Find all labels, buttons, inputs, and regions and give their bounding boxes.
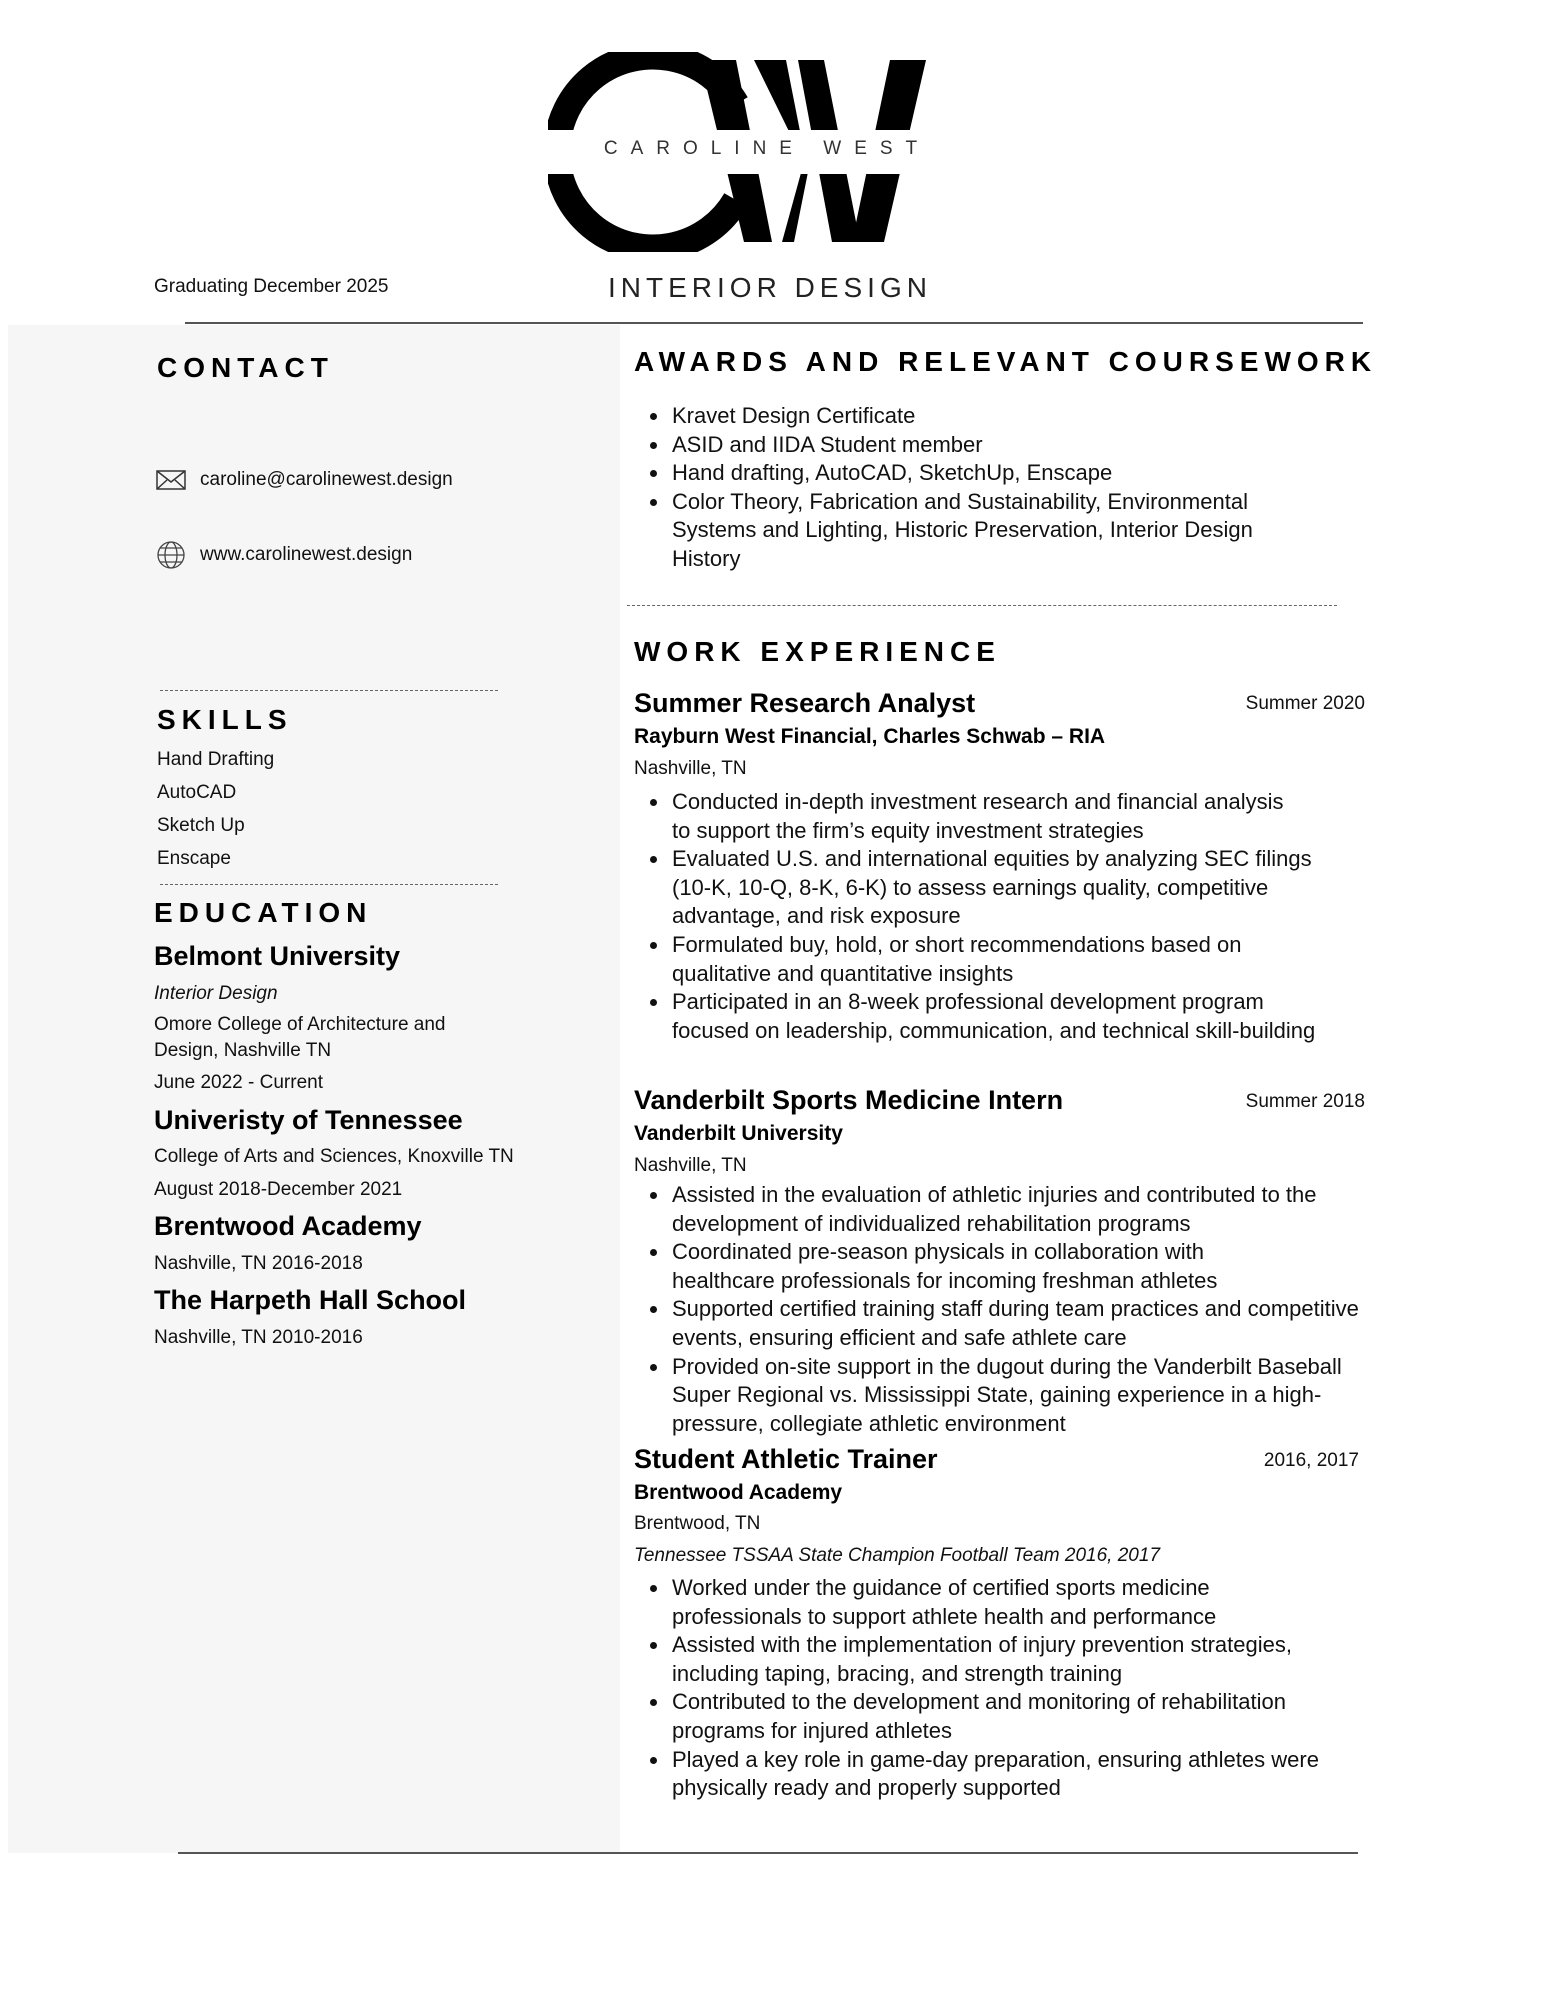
skill-item: AutoCAD [157,782,237,803]
job-date: Summer 2020 [1245,693,1365,714]
school-name: Belmont University [154,941,401,971]
school-name: The Harpeth Hall School [154,1285,467,1315]
list-item: • ASID and IIDA Student member [670,431,1364,460]
job-location: Brentwood, TN [634,1513,761,1534]
list-item: • Supported certified training staff during team practices and competitive events, ensuring efficient and safe athlete care [670,1295,1364,1352]
job-organization: Brentwood Academy [634,1481,843,1504]
divider [160,690,498,691]
school-detail: Nashville, TN 2016-2018 [154,1253,363,1274]
school-name: Univeristy of Tennessee [154,1105,463,1135]
contact-heading: CONTACT [157,352,334,383]
list-item: • Hand drafting, AutoCAD, SketchUp, Enscape [670,459,1364,488]
list-item: • Worked under the guidance of certified sports medicine professionals to support athlete health and performance [670,1574,1374,1631]
graduation-date: Graduating December 2025 [154,276,389,297]
list-item: • Coordinated pre-season physicals in collaboration with healthcare professionals for incoming freshman athletes [670,1238,1364,1295]
list-item: • Color Theory, Fabrication and Sustainability, Environmental Systems and Lighting, Historic Preservation, Interior Design History [670,488,1364,574]
school-program: Interior Design [154,983,278,1004]
contact-website[interactable]: www.carolinewest.design [200,544,413,565]
header-rule [185,322,1363,324]
job-title: Student Athletic Trainer [634,1444,938,1474]
list-item: • Evaluated U.S. and international equities by analyzing SEC filings (10-K, 10-Q, 8-K, 6-K) to assess earnings quality, competitive advantage, and risk exposure [670,845,1346,931]
job-date: 2016, 2017 [1263,1450,1359,1471]
job-location: Nashville, TN [634,1155,747,1176]
school-detail: College of Arts and Sciences, Knoxville TN [154,1146,514,1167]
skills-heading: SKILLS [157,704,293,735]
list-item: • Played a key role in game-day preparation, ensuring athletes were physically ready and properly supported [670,1746,1374,1803]
globe-icon [156,540,186,570]
job-title: Vanderbilt Sports Medicine Intern [634,1085,1064,1115]
list-item: • Assisted in the evaluation of athletic injuries and contributed to the development of individualized rehabilitation programs [670,1181,1364,1238]
contact-website-row[interactable] [156,540,412,570]
school-dates: June 2022 - Current [154,1072,323,1093]
divider [627,605,1337,606]
awards-list [634,402,1364,574]
school-detail: Omore College of Architecture and Design, Nashville TN [154,1014,446,1061]
contact-email-row[interactable] [156,469,453,491]
skill-item: Sketch Up [157,815,245,836]
contact-email[interactable]: caroline@carolinewest.design [200,469,453,490]
list-item: • Conducted in-depth investment research and financial analysis to support the firm’s equity investment strategies [670,788,1346,845]
skill-item: Hand Drafting [157,749,275,770]
job-bullets [634,1181,1364,1438]
logo-name: CAROLINE WEST [548,138,978,160]
divider [160,884,498,885]
envelope-icon [156,469,186,491]
list-item: • Provided on-site support in the dugout during the Vanderbilt Baseball Super Regional vs. Mississippi State, gaining experience in a high-pressure, collegiate athletic environment [670,1353,1364,1439]
skill-item: Enscape [157,848,231,869]
footer-rule [178,1852,1358,1854]
list-item: • Kravet Design Certificate [670,402,1364,431]
job-note: Tennessee TSSAA State Champion Football Team 2016, 2017 [634,1545,1161,1566]
school-name: Brentwood Academy [154,1211,422,1241]
list-item: • Participated in an 8-week professional development program focused on leadership, communication, and technical skill-building [670,988,1346,1045]
work-heading: WORK EXPERIENCE [634,636,1001,667]
list-item: • Contributed to the development and monitoring of rehabilitation programs for injured athletes [670,1688,1374,1745]
list-item: • Formulated buy, hold, or short recommendations based on qualitative and quantitative insights [670,931,1346,988]
school-detail: Nashville, TN 2010-2016 [154,1327,363,1348]
list-item: • Assisted with the implementation of injury prevention strategies, including taping, bracing, and strength training [670,1631,1374,1688]
job-organization: Rayburn West Financial, Charles Schwab – RIA [634,725,1106,748]
education-heading: EDUCATION [154,897,373,928]
job-location: Nashville, TN [634,758,747,779]
job-bullets [634,788,1346,1045]
awards-heading: AWARDS AND RELEVANT COURSEWORK [634,346,1378,377]
job-organization: Vanderbilt University [634,1122,843,1145]
subtitle: INTERIOR DESIGN [608,272,932,303]
job-date: Summer 2018 [1245,1091,1365,1112]
job-title: Summer Research Analyst [634,688,976,718]
school-dates: August 2018-December 2021 [154,1179,403,1200]
job-bullets [634,1574,1374,1803]
